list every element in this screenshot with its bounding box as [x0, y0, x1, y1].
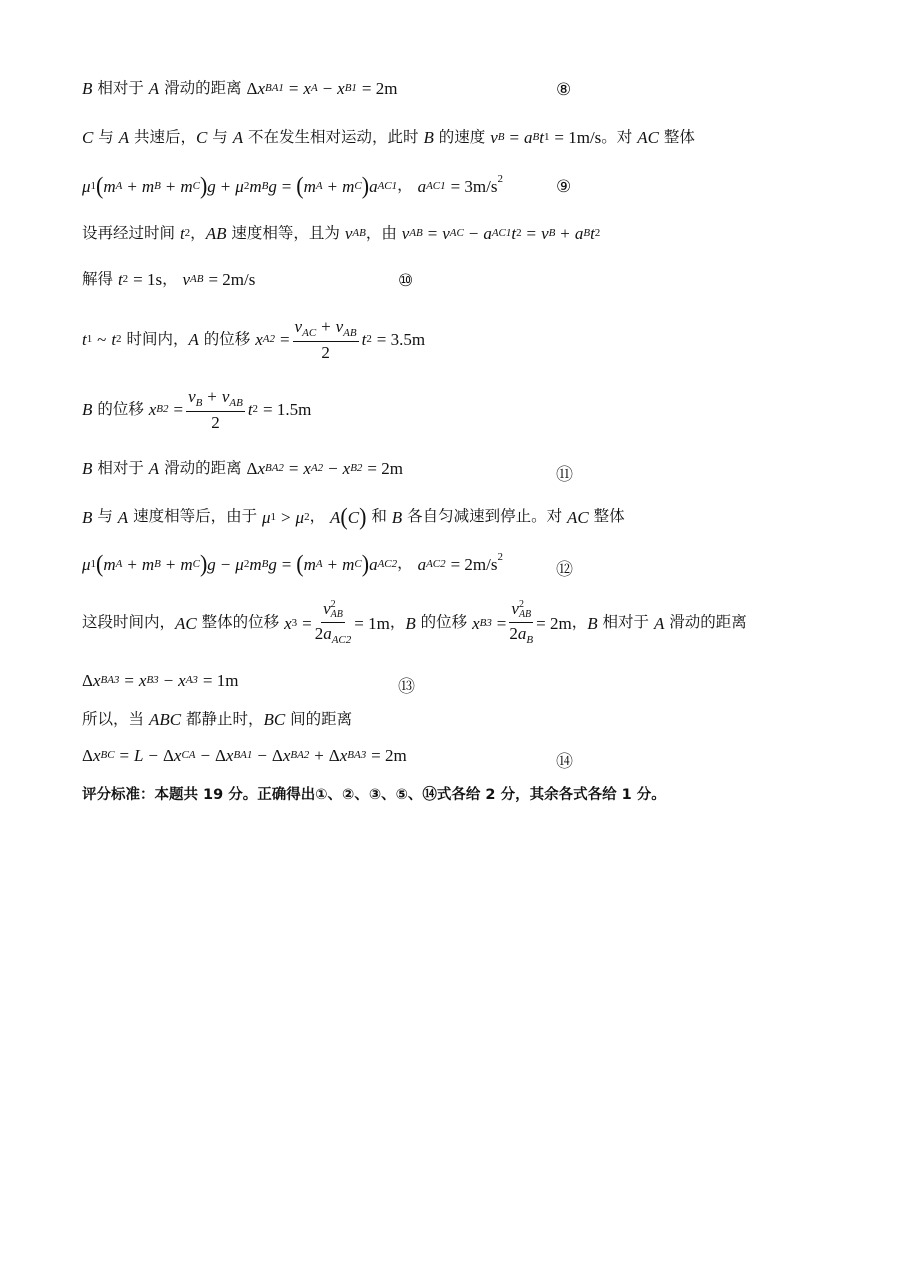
- line-7: B 的位移 x B2 = $\frac{v_B + v_{AB}}{2}$ t 2 = 1.5m: [82, 387, 312, 433]
- line-2: C 与 A 共速后， C 与 A 不在发生相对运动，此时 B 的速度 v B = a B t 1 = 1m/s 。对 AC 整体: [82, 127, 695, 147]
- line-9: μ 1 ( m A + m B + m C ) g + μ 2 m B g = ( m A + m C ) a AC1 ， a AC1 = 3m/s $^2$: [82, 171, 503, 200]
- line-11b: 这段时间内， AC 整体的位移 x 3 = v 2 AB $2a_{AC2}$ = 1m ， B 的位移 x B3 = v 2 AB $2a_B$ = 2m ， B 相对于 A 滑动的距离: [82, 599, 747, 647]
- equation-number-11: ⑪: [556, 465, 573, 485]
- line-4: 设再经过时间 t 2 ， AB 速度相等，且为 v AB ，由 v AB = v AC − a AC1 t 2 = v B + a B t 2: [82, 223, 601, 243]
- equation-number-12: ⑫: [556, 560, 573, 580]
- equation-number-10: ⑩: [398, 271, 414, 291]
- scoring-criteria: 评分标准：本题共 19 分。正确得出①、②、③、⑤、⑭式各给 2 分，其余各式各给 1 分。: [82, 787, 666, 803]
- line-11: B 相对于 A 滑动的距离 Δ x BA2 = x A2 − x B2 = 2m: [82, 458, 403, 478]
- equation-number-8: ⑧: [556, 80, 572, 100]
- line-13b: 所以，当 ABC 都静止时， BC 间的距离: [82, 709, 353, 729]
- line-6: t 1 ~ t 2 时间内， A 的位移 x A2 = $\frac{v_{AC} + v_{AB}}{2}$ t 2 = 3.5m: [82, 317, 426, 363]
- line-8: B 相对于 A 滑动的距离 Δ x BA1 = x A − x B1 = 2m: [82, 78, 398, 98]
- line-13: Δ x BA3 = x B3 − x A3 = 1m: [82, 671, 239, 690]
- line-9b: B 与 A 速度相等后，由于 μ 1 > μ 2 ， A ( C ) 和 B 各自匀减速到停止。对 AC 整体: [82, 502, 625, 531]
- equation-number-14: ⑭: [556, 752, 573, 772]
- line-12: μ 1 ( m A + m B + m C ) g − μ 2 m B g = ( m A + m C ) a AC2 ， a AC2 = 2m/s $^2$: [82, 549, 503, 578]
- line-10: 解得 t 2 = 1s ， v AB = 2m/s: [82, 269, 256, 289]
- equation-number-9: ⑨: [556, 177, 572, 197]
- line-14: Δ x BC = L − Δ x CA − Δ x BA1 − Δ x BA2 + Δ x BA3 = 2m: [82, 746, 407, 765]
- equation-number-13: ⑬: [398, 677, 415, 697]
